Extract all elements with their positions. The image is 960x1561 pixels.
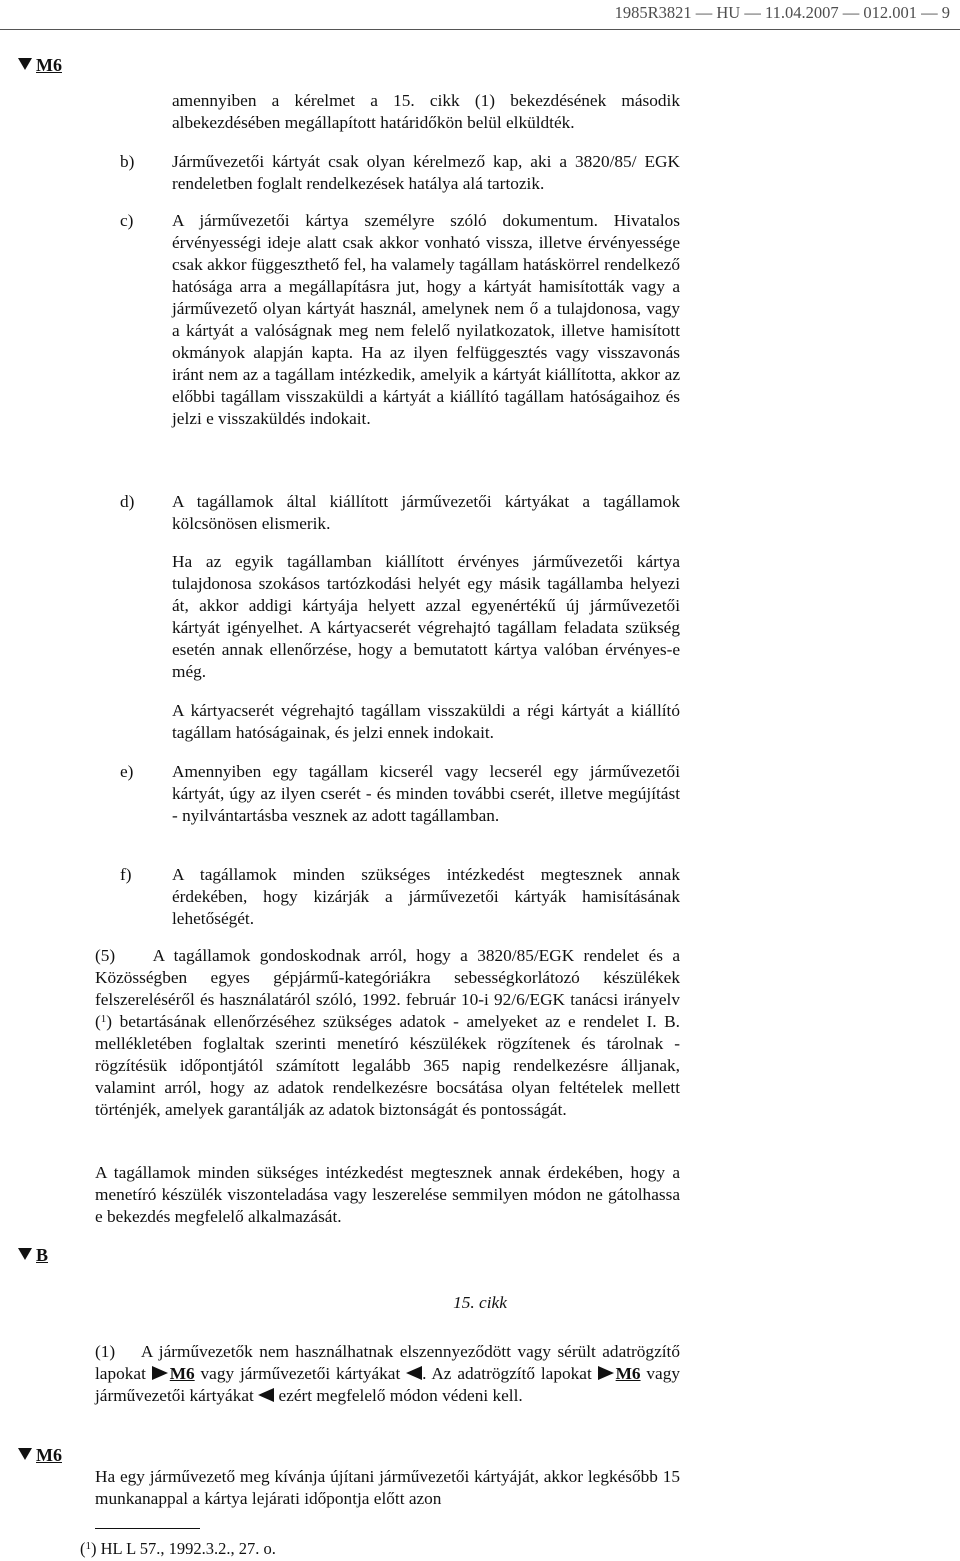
item-d-paragraph-3: A kártyacserét végrehajtó tagállam visszaküldi a régi kártyát a kiállító tagállam hatóságainak, és jelzi ennek indokait. [172,701,680,742]
item-a-continuation: amennyiben a kérelmet a 15. cikk (1) bekezdésének második albekezdésében megállapított határidőkön belül elküldték. [172,91,680,132]
page-header: 1985R3821 — HU — 11.04.2007 — 012.001 — 9 [0,0,960,30]
down-triangle-icon [18,58,32,70]
article-title: 15. cikk [453,1293,507,1312]
amendment-marker-b: B [18,1244,48,1266]
paragraph-5-number: (5) [95,946,116,965]
item-label-b: b) [120,152,135,171]
item-c-text: A járművezetői kártya személyre szóló dokumentum. Hivatalos érvényességi ideje alatt csak akkor vonható vissza, illetve érvényessége csak akkor függeszthető fel, ha valamely tagállam hatáskörrel rendelkező hatósága arra a megállapításra jut, hogy a kártyát hamisították vagy a járművezető olyan kártyát használ, amelynek nem ő a tulajdonosa, vagy a kártyát a valóságnak meg nem felelő nyilatkozatok, illetve hamisított okmányok alapján kapta. Ha az ilyen felfüggesztés vagy visszavonás iránt nem az a tagállam intézkedik, amelyik a kártyát kiállította, akkor az előbbi tagállam visszaküldi a kártyát a kiállító tagállam hatóságaihoz és jelzi e visszaküldés indokait. [172,211,680,428]
footnote-divider [95,1528,200,1529]
paragraph-6: A tagállamok minden sükséges intézkedést megtesznek annak érdekében, hogy a menetíró készülék viszonteladása vagy leszerelése semmilyen módon ne gátolhassa e bekezdés megfelelő alkalmazását. [95,1163,680,1226]
article-15-paragraph-1: (1) A járművezetők nem használhatnak elszennyeződött vagy sérült adatrögzítő lapokat M6 vagy járművezetői kártyákat . Az adatrögzítő lapokat M6 vagy járművezetői kártyákat ezért megfelelő módon védeni kell. [95,1342,680,1405]
amendment-start-arrow-icon [598,1366,614,1380]
item-label-c: c) [120,211,134,230]
footnote-number: 1 [85,1540,91,1552]
paragraph-5: (5) A tagállamok gondoskodnak arról, hogy a 3820/85/EGK rendelet és a Közösségben egyes gépjármű-kategóriákra sebességkorlátozó készülékek felszereléséről és használatáról szóló, 1992. február 10-i 92/6/EGK tanácsi irányelv ($^1$) betartásának ellenőrzéséhez szükséges adatok - amelyeket az e rendelet I. B. mellékletében foglaltak szerinti menetíró készülékek rögzítenek és tárolnak - rögzítésük időpontjától számított legalább 365 napig rendelkezésre álljanak, valamint arról, hogy az adatok rendelkezésre bocsátása olyan feltételek mellett történjék, amelyek garantálják az adatok biztonságát és pontosságát. [95,946,681,1119]
item-label-e: e) [120,762,134,781]
item-d-paragraph-2: Ha az egyik tagállamban kiállított érvényes járművezetői kártya tulajdonosa szokásos tartózkodási helyét egy másik tagállamba helyezi át, akkor addigi kártyája helyett azzal egyenértékű új járművezetői kártyát igényelhet. A kártyacserét végrehajtó tagállam feladata szükség esetén annak ellenőrzése, hogy a bemutatott kártya valóban érvényes-e még. [172,552,680,681]
amendment-start-arrow-icon [152,1366,168,1380]
item-b-text: Járművezetői kártyát csak olyan kérelmező kap, aki a 3820/85/ EGK rendeletben foglalt rendelkezések hatálya alá tartozik. [172,152,680,193]
item-label-d: d) [120,492,135,511]
amendment-marker-m6: M6 [18,1444,62,1466]
down-triangle-icon [18,1448,32,1460]
item-d-text: A tagállamok által kiállított járművezetői kártyákat a tagállamok kölcsönösen elismerik. [172,492,680,533]
item-f-text: A tagállamok minden szükséges intézkedést megtesznek annak érdekében, hogy kizárják a járművezetői kártyák hamisításának lehetőségét. [172,865,680,928]
paragraph-1-number: (1) [95,1342,116,1361]
amendment-end-arrow-icon [258,1388,274,1402]
footnote: ($^1$) HL L 57., 1992.3.2., 27. o. [80,1539,276,1558]
down-triangle-icon [18,1248,32,1260]
amendment-end-arrow-icon [406,1366,422,1380]
amendment-marker-m6: M6 [18,54,62,76]
item-label-f: f) [120,865,132,884]
amendment-reference-m6: M6 [615,1364,641,1383]
article-15-paragraph-continued: Ha egy járművezető meg kívánja újítani járművezetői kártyáját, akkor legkésőbb 15 munkanappal a kártya lejárati időpontja előtt azon [95,1467,680,1508]
footnote-reference: 1 [100,1013,107,1025]
amendment-reference-m6: M6 [169,1364,195,1383]
item-e-text: Amennyiben egy tagállam kicserél vagy lecserél egy járművezetői kártyát, úgy az ilyen cserét - és minden további cserét, illetve megújítást - nyilvántartásba vesznek az adott tagállamban. [172,762,680,825]
